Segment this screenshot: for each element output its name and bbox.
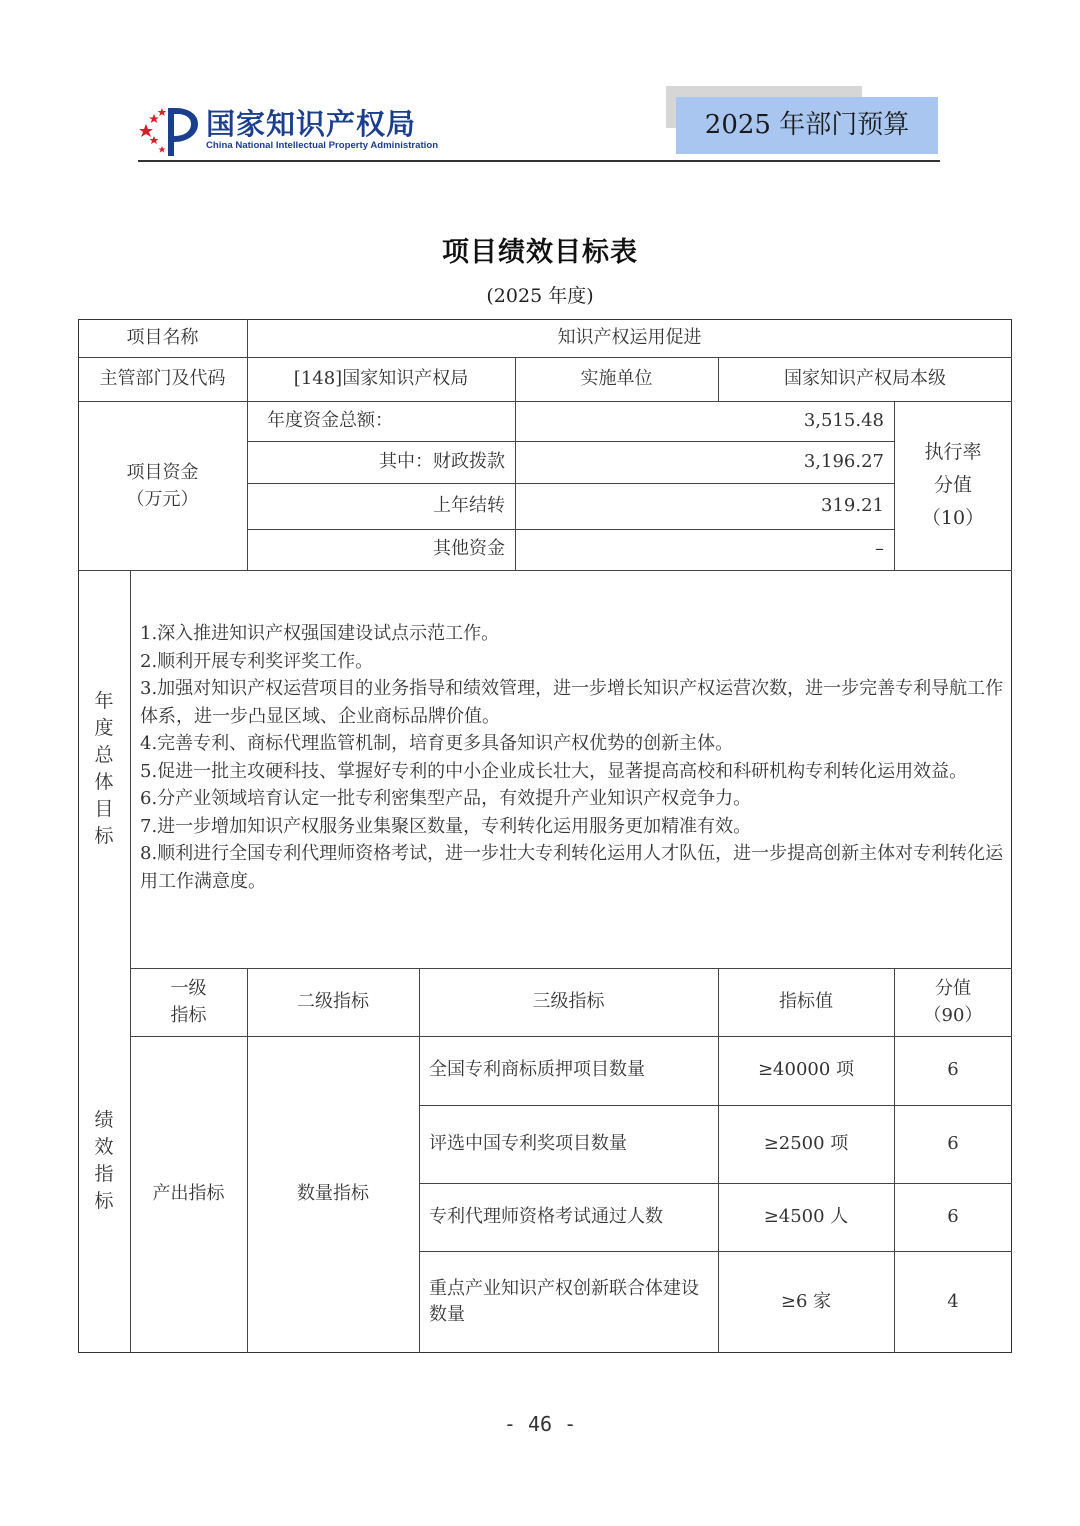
funds-carryover-value: 319.21 <box>821 494 884 516</box>
goals-label-char: 度 <box>94 717 114 739</box>
funds-score-line2: 分值 <box>933 474 972 496</box>
department-value: [148]国家知识产权局 <box>293 367 469 389</box>
goal-item: 5.促进一批主攻硬科技、掌握好专利的中小企业成长壮大，显著提高高校和科研机构专利转化运用效益。 <box>140 760 968 782</box>
indicator-target: ≥2500 项 <box>763 1132 849 1154</box>
goals-label-char: 体 <box>94 771 114 793</box>
funds-label-line1: 项目资金 <box>126 461 199 483</box>
funds-label <box>78 401 247 570</box>
funds-total-label: 年度资金总额： <box>267 409 393 431</box>
indicators-label-char: 绩 <box>94 1108 114 1131</box>
level2-quantity: 数量指标 <box>297 1183 369 1205</box>
col-header-level3: 三级指标 <box>532 990 605 1012</box>
project-name-value: 知识产权运用促进 <box>557 326 702 348</box>
indicator-score: 6 <box>947 1205 959 1227</box>
department-label: 主管部门及代码 <box>99 367 226 389</box>
funds-score-line1: 执行率 <box>924 441 982 463</box>
goals-list <box>140 620 1006 895</box>
indicator-name: 重点产业知识产权创新联合体建设数量 <box>429 1277 699 1325</box>
goal-item: 7.进一步增加知识产权服务业集聚区数量，专利转化运用服务更加精准有效。 <box>140 815 752 837</box>
funds-total-value: 3,515.48 <box>803 409 884 431</box>
goal-item: 6.分产业领域培育认定一批专利密集型产品，有效提升产业知识产权竞争力。 <box>140 788 752 809</box>
page-number: - 46 - <box>503 1412 577 1436</box>
goal-item: 3.加强对知识产权运营项目的业务指导和绩效管理，进一步增长知识产权运营次数，进一步完善专利导航工作体系，进一步凸显区域、企业商标品牌价值。 <box>140 678 1004 727</box>
goal-item: 8.顺利进行全国专利代理师资格考试，进一步壮大专利转化运用人才队伍，进一步提高创新主体对专利转化运用工作满意度。 <box>140 843 1004 892</box>
page-subtitle: (2025 年度) <box>486 285 594 307</box>
col-header-score-line2: （90） <box>923 1005 983 1026</box>
indicator-target: ≥40000 项 <box>757 1059 855 1081</box>
indicator-score: 4 <box>947 1290 959 1312</box>
cnipa-logo <box>138 100 438 156</box>
indicators-label <box>78 968 130 1353</box>
indicator-target: ≥6 家 <box>780 1290 832 1312</box>
col-header-level2: 二级指标 <box>297 990 369 1012</box>
cnipa-emblem-icon <box>138 102 200 158</box>
funds-score-line3: （10） <box>921 507 985 529</box>
col-header-level1-line2: 指标 <box>170 1005 207 1026</box>
col-header-score <box>894 968 1012 1036</box>
funds-label-line2: （万元） <box>126 488 199 510</box>
goals-label-char: 年 <box>94 690 114 712</box>
funds-other-value: – <box>875 538 884 560</box>
col-header-target: 指标值 <box>779 990 833 1012</box>
table-rule <box>78 570 1012 571</box>
page-title: 项目绩效目标表 <box>442 237 638 268</box>
goal-item: 1.深入推进知识产权强国建设试点示范工作。 <box>140 623 500 644</box>
org-name-cn: 国家知识产权局 <box>206 107 417 141</box>
goals-label-char: 标 <box>94 825 114 847</box>
goal-item: 4.完善专利、商标代理监管机制，培育更多具备知识产权优势的创新主体。 <box>140 733 734 754</box>
indicators-label-char: 标 <box>94 1189 114 1212</box>
indicator-score: 6 <box>947 1059 959 1081</box>
indicator-name: 专利代理师资格考试通过人数 <box>429 1205 663 1227</box>
indicator-name: 全国专利商标质押项目数量 <box>429 1059 645 1081</box>
goals-label <box>78 570 130 968</box>
col-header-level1 <box>130 968 247 1036</box>
funds-fiscal-value: 3,196.27 <box>803 450 884 472</box>
indicator-name: 评选中国专利奖项目数量 <box>429 1132 627 1154</box>
goals-label-char: 目 <box>94 798 114 820</box>
org-name-en: China National Intellectual Property Administration <box>206 140 439 151</box>
funds-score <box>894 401 1012 570</box>
funds-carryover-label: 上年结转 <box>433 494 505 516</box>
indicator-target: ≥4500 人 <box>763 1205 849 1227</box>
goal-item: 2.顺利开展专利奖评奖工作。 <box>140 650 374 672</box>
goals-label-char: 总 <box>94 744 114 766</box>
impl-unit-value: 国家知识产权局本级 <box>784 367 946 389</box>
indicators-label-char: 指 <box>94 1162 114 1185</box>
col-header-level1-line1: 一级 <box>170 978 207 999</box>
project-name-label: 项目名称 <box>126 326 199 348</box>
funds-other-label: 其他资金 <box>433 538 505 560</box>
header-divider <box>138 160 940 162</box>
indicators-label-char: 效 <box>94 1135 114 1158</box>
indicator-score: 6 <box>947 1132 959 1154</box>
budget-badge: 2025 年部门预算 <box>676 97 938 154</box>
impl-unit-label: 实施单位 <box>580 367 653 389</box>
col-header-score-line1: 分值 <box>935 978 971 999</box>
level1-output: 产出指标 <box>152 1183 225 1205</box>
funds-fiscal-label: 其中：财政拨款 <box>379 450 505 472</box>
